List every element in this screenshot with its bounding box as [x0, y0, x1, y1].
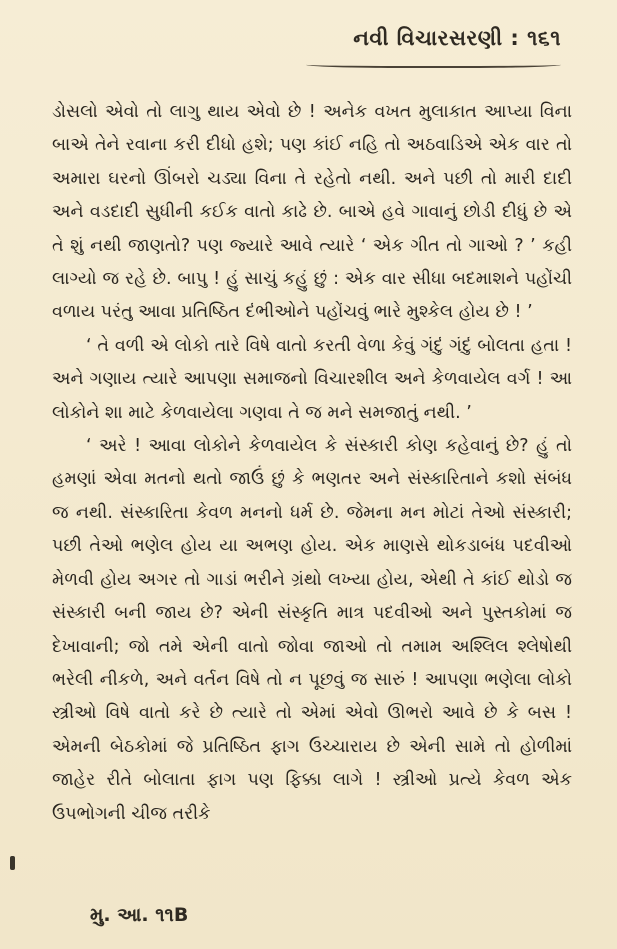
body-text [52, 96, 572, 831]
running-title: નવી વિચારસરણી : ૧૬૧ [353, 26, 561, 50]
paragraph-3: ‘ અરે ! આવા લોકોને કેળવાયેલ કે સંસ્કારી કોણ કહેવાનું છે? હું તો હમણાં એવા મતનો થતો જાઉં છું કે ભણતર અને સંસ્કારિતાને કશો સંબંધ જ નથી. સંસ્કારિતા કેવળ મનનો ધર્મ છે. જેમના મન મોટાં તેઓ સંસ્કારી; પછી તેઓ ભણેલ હોય યા અભણ હોય. એક માણસે થોકડાબંધ પદવીઓ મેળવી હોય અગર તો ગાડાં ભરીને ગ્રંથો લખ્યા હોય, એથી તે કાંઈ થોડો જ સંસ્કારી બની જાય છે? એની સંસ્કૃતિ માત્ર પદવીઓ અને પુસ્તકોમાં જ દેખાવાની; જો તમે એની વાતો જોવા જાઓ તો તમામ અશ્લિલ શ્લેષોથી ભરેલી નીકળે, અને વર્તન વિષે તો ન પૂછવું જ સારું ! આપણા ભણેલા લોકો સ્ત્રીઓ વિષે વાતો કરે છે ત્યારે તો એમાં એવો ઊભરો આવે છે કે બસ ! એમની બેઠકોમાં જે પ્રતિષ્ઠિત ફાગ ઉચ્ચારાય છે એની સામે તો હોળીમાં જાહેર રીતે બોલાતા ફાગ પણ ફિક્કા લાગે ! સ્ત્રીઓ પ્રત્યે કેવળ એક ઉપભોગની ચીજ તરીકે [52, 436, 572, 824]
paragraph-2: ‘ તે વળી એ લોકો તારે વિષે વાતો કરતી વેળા કેવું ગંદું ગંદું બોલતા હતા ! અને ગણાય ત્યારે આપણા સમાજનો વિચારશીલ અને કેળવાયેલ વર્ગ ! આ લોકોને શા માટે કેળવાયેલા ગણવા તે જ મને સમજાતું નથી. ’ [52, 335, 572, 423]
paragraph-1: ડોસલો એવો તો લાગુ થાય એવો છે ! અનેક વખત મુલાકાત આપ્યા વિના બાએ તેને રવાના કરી દીધો હશે; પણ કાંઈ નહિ તો અઠવાડિએ એક વાર તો અમારા ઘરનો ઊંબરો ચડ્યા વિના તે રહેતો નથી. અને પછી તો મારી દાદી અને વડદાદી સુધીની કઈક વાતો કાઢે છે. બાએ હવે ગાવાનું છોડી દીધું છે એ તે શું નથી જાણતો? પણ જ્યારે આવે ત્યારે ‘ એક ગીત તો ગાઓ ? ’ કહી લાગ્યો જ રહે છે. બાપુ ! હું સાચું કહું છું : એક વાર સીધા બદમાશને પહોંચી વળાય પરંતુ આવા પ્રતિષ્ઠિત દંભીઓને પહોંચવું ભારે મુશ્કેલ હોય છે ! ’ [52, 102, 572, 323]
margin-mark [10, 856, 15, 870]
signature-mark: મુ. આ. ૧૧B [90, 904, 189, 926]
header-underline [306, 60, 561, 68]
